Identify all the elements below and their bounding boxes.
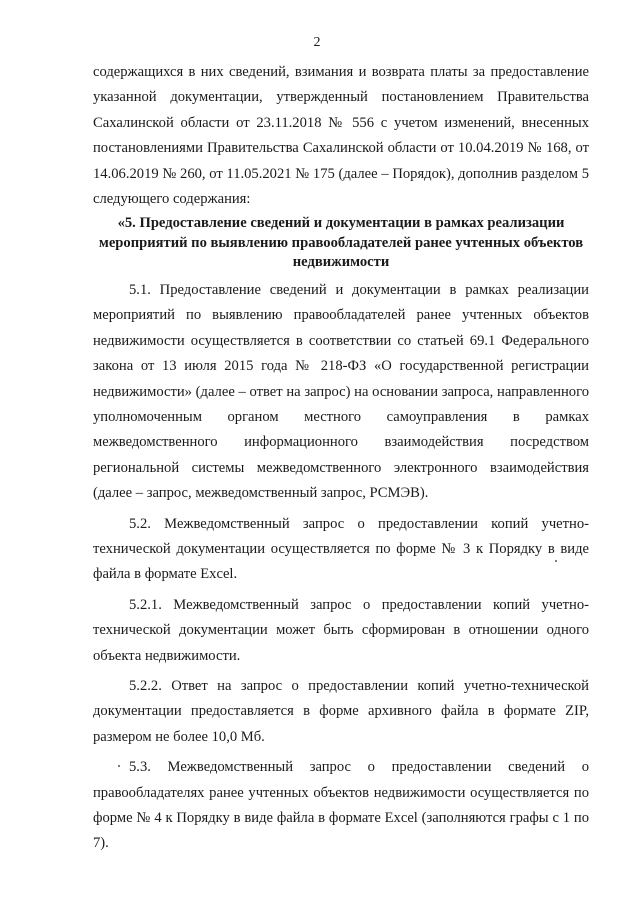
paragraph-5-2-1: 5.2.1. Межведомственный запрос о предоставлении копий учетно-технической документации может быть сформирован в отношении одного объекта недвижимости.: [93, 596, 589, 664]
intro-paragraph: содержащихся в них сведений, взимания и возврата платы за предоставление указанной документации, утвержденный постановлением Правительства Сахалинской области от 23.11.2018 № 556 с учетом изменений, внесенных постановлениями Правительства Сахалинской области от 10.04.2019 № 168, от 14.06.2019 № 260, от 11.05.2021 № 175 (далее – Порядок), дополнив разделом 5 следующего содержания:: [93, 64, 589, 208]
paragraph-5-1: 5.1. Предоставление сведений и документации в рамках реализации мероприятий по выявлению правообладателей ранее учтенных объектов недвижимости осуществляется в соответствии со статьей 69.1 Федерального закона от 13 июля 2015 года № 218-ФЗ «О государственной регистрации недвижимости» (далее – ответ на запрос) на основании запроса, направленного уполномоченным органом местного самоуправления в рамках межведомственного информационного взаимодействия посредством региональной системы межведомственного электронного взаимодействия (далее – запрос, межведомственный запрос, РСМЭВ).: [93, 281, 589, 502]
scan-speck: [118, 765, 120, 767]
section-heading-line-3: недвижимости: [292, 254, 390, 271]
section-heading-line-2: мероприятий по выявлению правообладателей ранее учтенных объектов: [98, 234, 584, 251]
paragraph-5-2: 5.2. Межведомственный запрос о предоставлении копий учетно-технической документации осуществляется по форме № 3 к Порядку в виде файла в формате Excel.: [93, 515, 589, 583]
scan-speck: [555, 560, 557, 562]
document-body: [93, 60, 589, 857]
section-heading: [93, 214, 589, 273]
page-number: 2: [313, 35, 321, 50]
paragraph-5-3: 5.3. Межведомственный запрос о предоставлении сведений о правообладателях ранее учтенных объектов недвижимости осуществляется по форме № 4 к Порядку в виде файла в формате Excel (заполняются графы с 1 по 7).: [93, 759, 589, 852]
paragraph-5-2-2: 5.2.2. Ответ на запрос о предоставлении копий учетно-технической документации предоставляется в форме архивного файла в формате ZIP, размером не более 10,0 Мб.: [93, 678, 589, 745]
section-heading-line-1: «5. Предоставление сведений и документации в рамках реализации: [117, 215, 565, 232]
